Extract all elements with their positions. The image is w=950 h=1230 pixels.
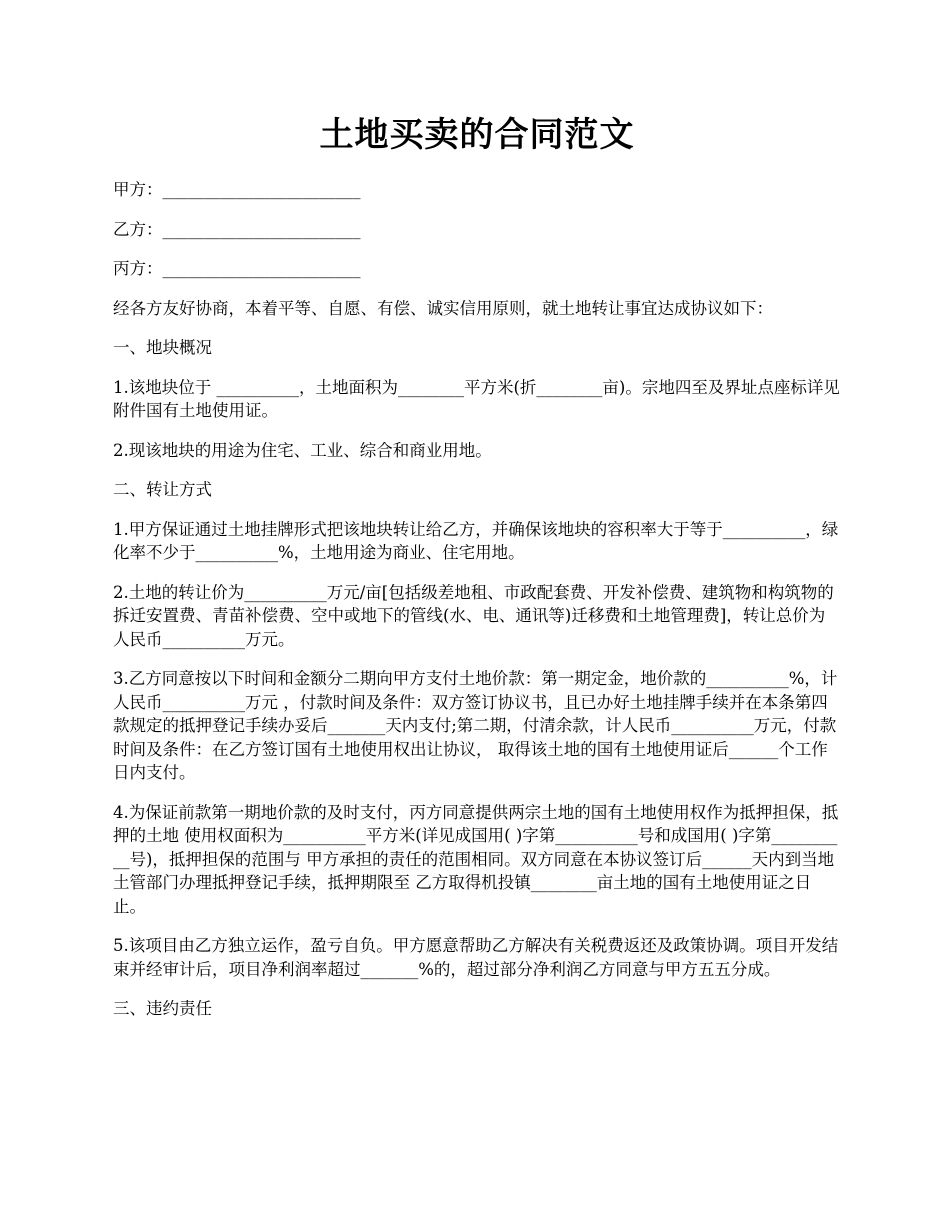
clause-2-4: 4.为保证前款第一期地价款的及时支付，丙方同意提供两宗土地的国有土地使用权作为抵押担保，抵押的土地 使用权面积为__________平方米(详见成国用( )字第__________号和成国用( )字第__________号)，抵押担保的范围与 甲方承担的责任的范围相同。双方同意在本协议签订后______天内到当地土管部门办理抵押登记手续，抵押期限至 乙方取得机投镇________亩土地的国有土地使用证之日止。 xyxy=(113,802,839,916)
party-a-line: 甲方：________________________ xyxy=(113,180,361,199)
clause-2-1: 1.甲方保证通过土地挂牌形式把该地块转让给乙方，并确保该地块的容积率大于等于__________，绿化率不少于__________%，土地用途为商业、住宅用地。 xyxy=(113,519,839,562)
document-title: 土地买卖的合同范文 xyxy=(319,115,635,155)
clause-2-2: 2.土地的转让价为__________万元/亩[包括级差地租、市政配套费、开发补偿费、建筑物和构筑物的拆迁安置费、青苗补偿费、空中或地下的管线(水、电、通讯等)迁移费和土地管理费]，转让总价为人民币__________万元。 xyxy=(113,582,834,649)
section-heading-liability: 三、违约责任 xyxy=(113,999,212,1018)
clause-2-3: 3.乙方同意按以下时间和金额分二期向甲方支付土地价款：第一期定金，地价款的__________%，计人民币__________万元 ，付款时间及条件：双方签订协议书，且已办好土地挂牌手续并在本条第四款规定的抵押登记手续办妥后_______天内支付;第二期，付清余款，计人民币__________万元，付款时间及条件：在乙方签订国有土地使用权出让协议， 取得该土地的国有土地使用证后______个工作日内支付。 xyxy=(113,669,838,782)
section-heading-plot-overview: 一、地块概况 xyxy=(113,338,212,357)
clause-2-5: 5.该项目由乙方独立运作，盈亏自负。甲方愿意帮助乙方解决有关税费返还及政策协调。项目开发结束并经审计后，项目净利润率超过_______%的，超过部分净利润乙方同意与甲方五五分成。 xyxy=(113,936,839,979)
section-heading-transfer-method: 二、转让方式 xyxy=(113,480,212,499)
intro-paragraph: 经各方友好协商，本着平等、自愿、有偿、诚实信用原则，就土地转让事宜达成协议如下： xyxy=(113,298,773,318)
document-body xyxy=(113,178,841,1037)
party-c-line: 丙方：________________________ xyxy=(113,259,361,278)
clause-1-2: 2.现该地块的用途为住宅、工业、综合和商业用地。 xyxy=(113,440,492,460)
clause-1-1: 1.该地块位于 __________，土地面积为________平方米(折________亩)。宗地四至及界址点座标详见附件国有土地使用证。 xyxy=(113,377,840,420)
party-b-line: 乙方：________________________ xyxy=(113,219,361,239)
